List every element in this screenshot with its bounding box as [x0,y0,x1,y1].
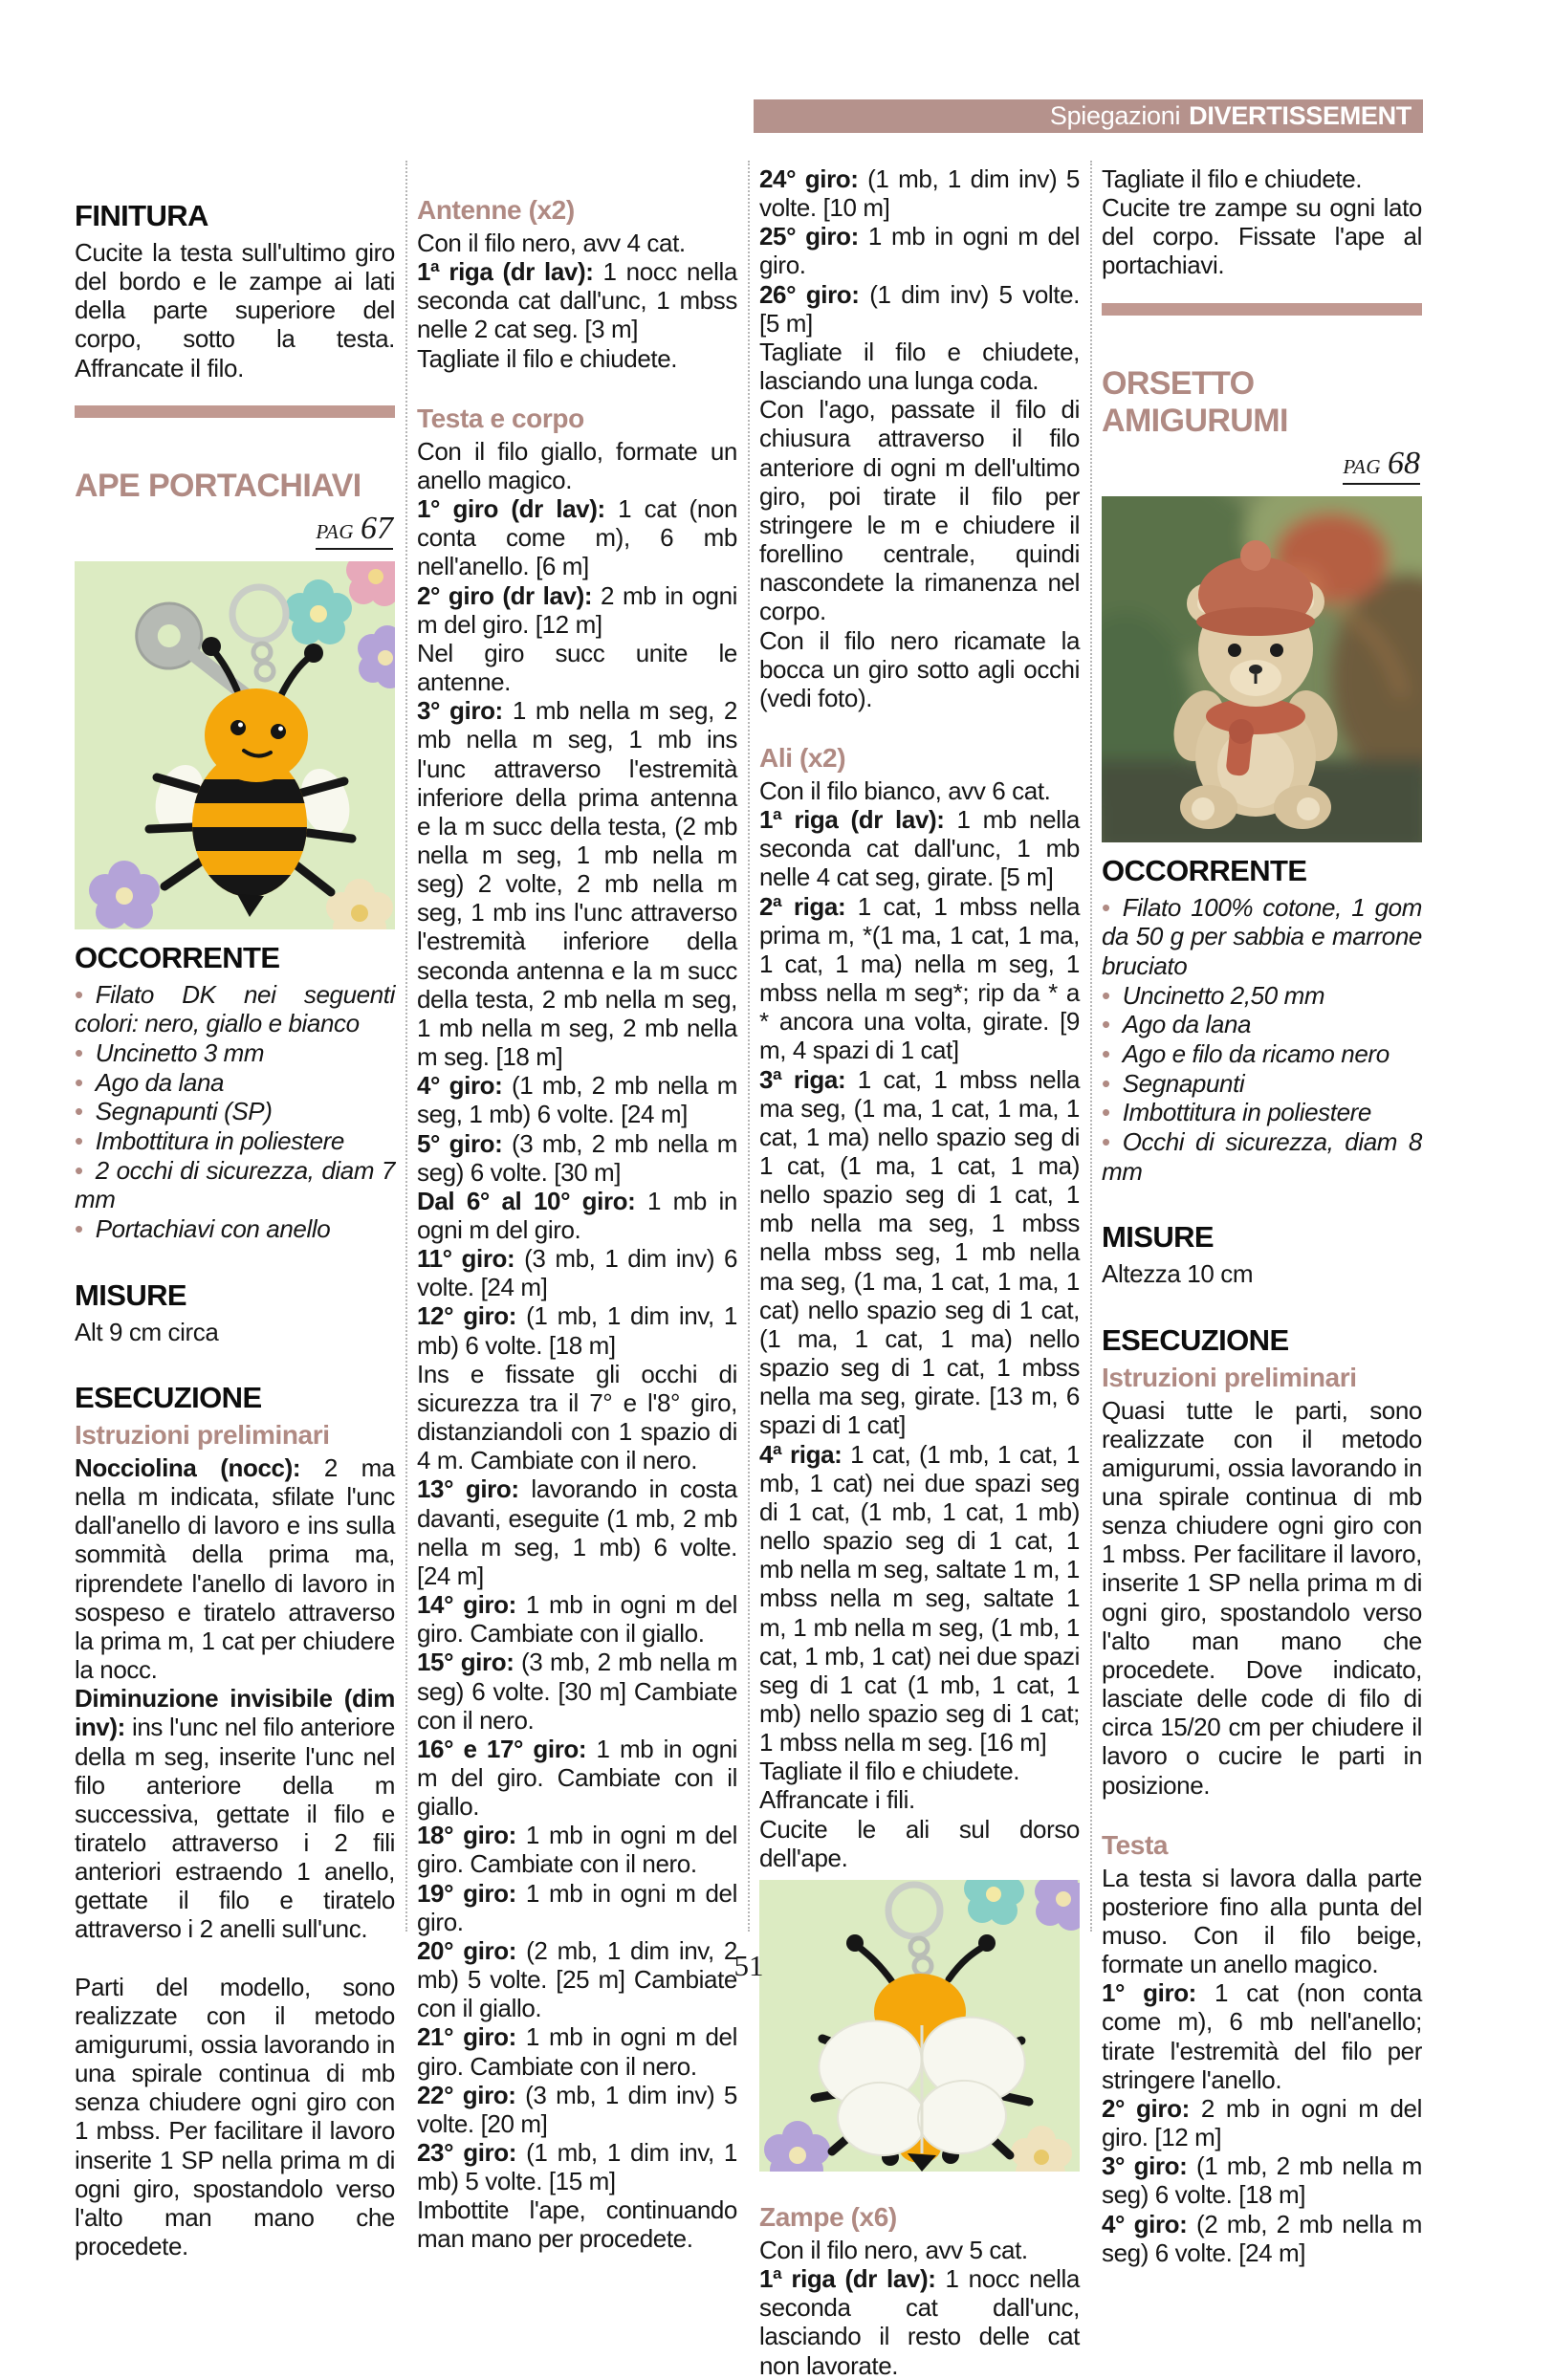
paragraph [759,776,1080,805]
run: Tagliate il filo e chiudete. [759,1757,1020,1786]
run: 1 cat, 1 mbss nella prima m, *(1 ma, 1 cat, 1 ma, 1 cat, 1 ma) nella m seg, 1 mbss nella m seg*; rip da * a * ancora una volta, girate. [9 m, 4 spazi di 1 cat] [759,891,1081,1065]
column-2 [417,164,737,2380]
run: (3 mb, 2 mb nella m seg) 6 volte. [30 m] Cambiate con il nero. [417,1648,737,1735]
list-item: • Ago e filo da ricamo nero [1102,1039,1422,1069]
run-bold: 1ª riga (dr lav): [759,805,945,835]
flower-pink [346,561,395,606]
run: Tagliate il filo e chiudete, lasciando una lunga coda. [759,337,1080,396]
list-item: • Uncinetto 2,50 mm [1102,981,1422,1011]
run: (1 mb, 1 dim inv) 5 volte. [10 m] [759,164,1080,223]
run: Con il filo nero, avv 5 cat. [759,2235,1028,2264]
paragraph [417,2022,737,2080]
paragraph [417,1735,737,1821]
run: 1 cat (non conta come m), 6 mb nell'anello; tirate l'estremità del filo per stringere l'anello. [1102,1978,1422,2094]
run: ins l'unc nel filo anteriore della m seg, inserite l'unc nel filo anteriore della m successiva, gettate il filo e tiratelo attraverso i 2 fili anteriori estraendo 1 anello, gettate il filo e tiratelo attraverso i 2 anelli sull'unc. [75,1713,395,1944]
run-bold: 4ª riga: [759,1439,843,1469]
run: (1 dim inv) 5 volte. [5 m] [759,279,1080,338]
paragraph [1102,1259,1422,1288]
sub-heading: Istruzioni preliminari [1102,1362,1357,1392]
run: Nel giro succ unite le antenne. [417,638,737,697]
paragraph [759,338,1080,395]
paragraph [417,1129,737,1187]
run: 1 mb in ogni m del giro. Cambiate con il giallo. [417,1734,738,1822]
paragraph [417,696,737,1071]
page-ref-number: 67 [361,510,393,546]
paragraph [759,626,1080,712]
materials-list [75,980,395,1244]
run-bold: 2ª riga: [759,891,846,921]
column-3 [759,164,1080,2380]
run: 1 mb in ogni m del giro. Cambiate con il nero. [417,1821,737,1879]
run-bold: 15° giro: [417,1648,514,1677]
run: (1 mb, 1 dim inv, 1 mb) 5 volte. [15 m] [417,2138,737,2196]
run: 2 mb in ogni m del giro. [12 m] [417,580,738,639]
paragraph [759,222,1080,279]
paragraph [759,280,1080,338]
run-bold: Dal 6° al 10° giro: [417,1186,636,1215]
column-divider [405,161,407,1932]
run-bold: 4° giro: [1102,2209,1188,2238]
run: (1 mb, 2 mb nella m seg) 6 volte. [18 m] [1102,2151,1422,2210]
ape-front-photo-svg [75,561,395,929]
paragraph [417,1244,737,1301]
run-bold: 19° giro: [417,1878,516,1908]
paragraph [417,257,737,343]
run-bold: 12° giro: [417,1301,517,1331]
run: 1 cat, 1 mbss nella ma seg, (1 ma, 1 cat, 1 ma, 1 cat, 1 ma) nello spazio seg di 1 cat, (1 ma, 1 cat, 1 ma) nello spazio seg di 1 cat, 1 mb nella ma seg, 1 mbss nella mbss seg, 1 mb nella ma seg, (1 ma, 1 cat, 1 ma, 1 cat) nello spazio seg di 1 cat, (1 ma, 1 cat, 1 ma) nello spazio seg di 1 cat, 1 mbss nella ma seg, girate. [13 m, 6 spazi di 1 cat] [759,1064,1081,1440]
run: (1 mb, 2 mb nella m seg, 1 mb) 6 volte. [24 m] [417,1071,737,1129]
paragraph [417,1187,737,1244]
list-item: • Imbottitura in poliestere [1102,1098,1422,1127]
paragraph [1102,193,1422,279]
paragraph [1102,2210,1422,2267]
orsetto-photo-svg [1102,496,1422,842]
ape-back-photo-svg [759,1880,1080,2172]
run: Tagliate il filo e chiudete. [417,343,678,373]
sub-heading: Antenne (x2) [417,195,575,225]
paragraph [417,639,737,696]
run: Con il filo bianco, avv 6 cat. [759,775,1051,805]
run: Cucite la testa sull'ultimo giro del bordo e le zampe ai lati della parte superiore del corpo, sotto la testa. Affrancate il filo. [75,238,395,382]
run-bold: 13° giro: [417,1474,519,1504]
page-ref-number: 68 [1388,445,1420,481]
run: 1 mb nella seconda cat dall'unc, 1 mb nelle 4 cat seg, girate. [5 m] [759,805,1080,892]
run: 1 mb in ogni m del giro. [417,1186,737,1244]
sub-heading: Zampe (x6) [759,2201,897,2232]
list-item: • Portachiavi con anello [75,1214,395,1244]
page-ref-label: PAG [1343,454,1381,478]
run: lavorando in costa davanti, eseguite (1 mb, 2 mb nella m seg, 1 mb) 6 volte. [24 m] [417,1474,737,1590]
run: Cucite tre zampe su ogni lato del corpo. Fissate l'ape al portachiavi. [1102,193,1422,280]
paragraph [759,2264,1080,2380]
sub-heading: Testa e corpo [417,403,584,433]
run-bold: 18° giro: [417,1821,516,1850]
paragraph [417,494,737,580]
run-bold: 1ª riga (dr lav): [417,257,594,287]
ape-front-photo [75,561,395,929]
paragraph [759,805,1080,891]
paragraph [417,581,737,639]
paragraph [759,892,1080,1065]
paragraph [759,395,1080,625]
run: 1 mb in ogni m del giro. Cambiate con il giallo. [417,1590,737,1649]
run-bold: 22° giro: [417,2080,516,2109]
run: Tagliate il filo e chiudete. [1102,164,1363,193]
run: 1 mb in ogni m del giro. Cambiate con il nero. [417,2022,737,2081]
paragraph [417,1071,737,1128]
run: (3 mb, 1 dim inv) 6 volte. [24 m] [417,1244,737,1302]
page-ref-label: PAG [316,519,354,543]
paragraph [759,1065,1080,1440]
paragraph [417,2138,737,2195]
paragraph [417,2081,737,2138]
run: Con il filo giallo, formate un anello magico. [417,436,737,494]
run: Affrancate i fili. [759,1785,915,1815]
column-1 [75,164,395,2380]
run: Parti del modello, sono realizzate con il metodo amigurumi, ossia lavorando in una spirale continua di mb senza chiudere ogni giro con 1 mbss. Per facilitare il lavoro inserite 1 SP nella prima m di ogni giro, spostandolo verso l'alto man mano che procedete. [75,1972,395,2261]
run: Imbottite l'ape, continuando man mano per procedete. [417,2195,737,2254]
paragraph [1102,2151,1422,2209]
run: 1 nocc nella seconda cat dall'unc, lasciando il resto delle cat non lavorate. [759,2264,1080,2380]
column-divider [1090,161,1092,1932]
page-reference-inner [1343,446,1420,485]
column-4 [1102,164,1422,2380]
run: Con il filo nero ricamate la bocca un giro sotto agli occhi (vedi foto). [759,625,1080,712]
paragraph [417,1301,737,1359]
list-item: • Filato DK nei seguenti colori: nero, giallo e bianco [75,980,395,1038]
list-item: • Ago da lana [1102,1010,1422,1039]
run-bold: 14° giro: [417,1590,516,1620]
run-bold: 1° giro: [1102,1978,1196,2008]
run-bold: 2° giro: [1102,2093,1190,2123]
list-item: • Segnapunti (SP) [75,1097,395,1126]
paragraph [417,1821,737,1878]
page-reference [75,511,393,550]
section-heading: ESECUZIONE [1102,1322,1289,1357]
section-divider [75,405,395,418]
run-bold: 11° giro: [417,1244,515,1274]
run-bold: 24° giro: [759,164,859,193]
run-bold: 2° giro (dr lav): [417,580,593,610]
run: (3 mb, 2 mb nella m seg) 6 volte. [30 m] [417,1128,737,1187]
materials-list [1102,893,1422,1187]
run: 1 mb nella m seg, 2 mb nella m seg, 1 mb ins l'unc attraverso l'estremità inferiore della prima antenna e la m succ della testa, (2 mb nella m seg, 1 mb nella m seg) 2 volte, 2 mb nella m seg, 1 mb ins l'unc attraverso l'estremità inferiore della seconda antenna e la m succ della testa, 2 mb nella m seg, 1 mb nella m seg, 2 mb nella m seg. [18 m] [417,696,737,1072]
sub-heading: Testa [1102,1829,1169,1860]
list-item: • Ago da lana [75,1068,395,1098]
paragraph [759,2236,1080,2264]
ape-back-photo [759,1880,1080,2172]
list-item: • Uncinetto 3 mm [75,1038,395,1068]
paragraph [759,1815,1080,1872]
run: 1 mb in ogni m del giro. [417,1878,737,1936]
run-bold: 23° giro: [417,2138,517,2167]
list-item: • 2 occhi di sicurezza, diam 7 mm [75,1156,395,1214]
paragraph [417,229,737,257]
paragraph [1102,164,1422,193]
section-heading: MISURE [75,1277,186,1312]
run: Cucite le ali sul dorso dell'ape. [759,1814,1080,1872]
paragraph [759,1785,1080,1814]
run-bold: 1ª riga (dr lav): [759,2264,936,2294]
column-divider [748,161,750,1932]
run: 1 cat, (1 mb, 1 cat, 1 mb, 1 cat) nei due spazi seg di 1 cat, (1 mb, 1 cat, 1 mb) nello spazio seg di 1 cat, 1 mb nella m seg, saltate 1 m, 1 mbss nella m seg, saltate 1 m, 1 mb nella m seg, (1 mb, 1 cat, 1 mb, 1 cat) nei due spazi seg di 1 cat (1 mb, 1 cat, 1 mb) nello spazio seg di 1 cat; 1 mbss nella m seg. [16 m] [759,1439,1080,1758]
run: La testa si lavora dalla parte posteriore fino alla punta del muso. Con il filo beige, formate un anello magico. [1102,1863,1422,1979]
section-divider [1102,303,1422,316]
run: Quasi tutte le parti, sono realizzate con il metodo amigurumi, ossia lavorando in una spirale continua di mb senza chiudere ogni giro con 1 mbss. Per facilitare il lavoro, inserite 1 SP nella prima m di ogni giro, spostandolo verso l'alto man mano che procedete. Dove indicato, lasciate delle code di filo di circa 15/20 cm per chiudere il lavoro o cucire le parti in posizione. [1102,1395,1422,1800]
paragraph [75,1453,395,1684]
header-section-label: Spiegazioni [1049,101,1181,130]
section-heading: OCCORRENTE [1102,853,1307,887]
list-item: • Imbottitura in poliestere [75,1126,395,1156]
paragraph [1102,1978,1422,2094]
sub-heading: Ali (x2) [759,742,846,773]
paragraph [417,437,737,494]
run: (2 mb, 2 mb nella m seg) 6 volte. [24 m] [1102,2209,1422,2267]
run-bold: Nocciolina (nocc): [75,1452,301,1482]
run-bold: 3° giro: [1102,2151,1188,2181]
run: Con l'ago, passate il filo di chiusura attraverso il filo anteriore di ogni m dell'ultimo giro, poi tirate il filo per stringere le m e chiudere il forellino centrale, quindi nascondete la rimanenza nel corpo. [759,395,1080,626]
run-bold: 4° giro: [417,1071,503,1101]
section-heading: OCCORRENTE [75,940,280,974]
run-bold: 25° giro: [759,222,859,251]
paragraph [75,238,395,382]
run-bold: 26° giro: [759,279,860,309]
run: 1 cat (non conta come m), 6 mb nell'anello. [6 m] [417,494,737,581]
run-bold: 5° giro: [417,1128,503,1158]
paragraph [417,344,737,373]
run: Con il filo nero, avv 4 cat. [417,229,686,257]
run: Ins e fissate gli occhi di sicurezza tra il 7° e l'8° giro, distanziandoli con 1 spazio di 4 m. Cambiate con il nero. [417,1359,737,1475]
page-reference-inner [316,511,393,550]
paragraph [759,1440,1080,1758]
section-heading: ESECUZIONE [75,1380,262,1414]
run: 2 ma nella m indicata, sfilate l'unc dall'anello di lavoro e ins sulla sommità della prima ma, riprendete l'anello di lavoro in sospeso e tiratelo attraverso la prima m, 1 cat per chiudere la nocc. [75,1452,395,1685]
flower-teal [964,1880,1024,1925]
paragraph [417,1648,737,1734]
paragraph [417,1474,737,1590]
run: Alt 9 cm circa [75,1317,219,1346]
paragraph [759,164,1080,222]
run-bold: Diminuzione invisibile (dim inv): [75,1684,395,1742]
run: (1 mb, 1 dim inv, 1 mb) 6 volte. [18 m] [417,1301,737,1360]
paragraph [759,1757,1080,1785]
run-bold: 20° giro: [417,1935,517,1965]
project-title: ORSETTO AMIGURUMI [1102,364,1288,439]
run: Altezza 10 cm [1102,1259,1254,1289]
run: (2 mb, 1 dim inv, 2 mb) 5 volte. [25 m] Cambiate con il giallo. [417,1935,737,2023]
list-item: • Segnapunti [1102,1069,1422,1099]
content-area [75,164,1423,2380]
paragraph [417,1590,737,1648]
run-bold: 3ª riga: [759,1064,846,1094]
run-bold: 1° giro (dr lav): [417,494,605,524]
project-title: APE PORTACHIAVI [75,467,361,504]
list-item: • Occhi di sicurezza, diam 8 mm [1102,1127,1422,1186]
run: (3 mb, 1 dim inv) 5 volte. [20 m] [417,2080,737,2138]
paragraph [1102,1396,1422,1800]
paragraph [417,2195,737,2253]
paragraph [417,1879,737,1936]
section-heading: FINITURA [75,199,208,232]
run: 2 mb in ogni m del giro. [12 m] [1102,2093,1422,2152]
run: 1 mb in ogni m del giro. [759,222,1080,280]
orsetto-photo [1102,496,1422,842]
run-bold: 16° e 17° giro: [417,1734,587,1763]
page-reference [1102,446,1420,485]
run-bold: 21° giro: [417,2022,516,2052]
paragraph [417,1360,737,1475]
paragraph [75,1684,395,1943]
page-number: 51 [733,1949,764,1982]
run: 1 nocc nella seconda cat dall'unc, 1 mbss nelle 2 cat seg. [3 m] [417,257,737,344]
paragraph [75,1318,395,1346]
paragraph [1102,2094,1422,2151]
sub-heading: Istruzioni preliminari [75,1419,330,1450]
list-item: • Filato 100% cotone, 1 gom da 50 g per sabbia e marrone bruciato [1102,893,1422,981]
page-header-bar [754,99,1423,133]
header-title: DIVERTISSEMENT [1189,101,1412,130]
paragraph [75,1973,395,2261]
run-bold: 3° giro: [417,696,503,726]
section-heading: MISURE [1102,1220,1214,1255]
